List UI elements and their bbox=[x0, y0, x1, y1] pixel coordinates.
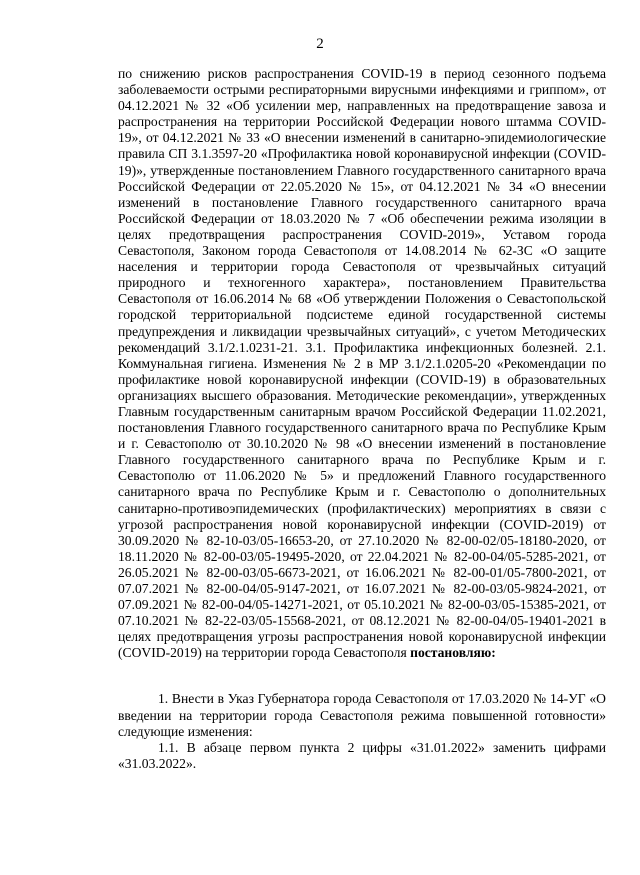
paragraph-gap bbox=[118, 661, 606, 691]
page-number: 2 bbox=[316, 36, 324, 52]
document-body bbox=[118, 66, 606, 772]
item-1-1: 1.1. В абзаце первом пункта 2 цифры «31.01.2022» заменить цифрами «31.03.2022». bbox=[118, 739, 606, 771]
preamble-text: по снижению рисков распространения COVID-19 в период сезонного подъема заболеваемости острыми респираторными вирусными инфекциями и гриппом», от 04.12.2021 № 32 «Об усилении мер, направленных на предотвращение завоза и распространения на территории Российской Федерации нового штамма COVID-19», от 04.12.2021 № 33 «О внесении изменений в санитарно-эпидемиологические правила СП 3.1.3597-20 «Профилактика новой коронавирусной инфекции (COVID-19)», утвержденные постановлением Главного государственного санитарного врача Российской Федерации от 22.05.2020 № 15», от 04.12.2021 № 34 «О внесении изменений в постановление Главного государственного санитарного врача Российской Федерации от 18.03.2020 № 7 «Об обеспечении режима изоляции в целях предотвращения распространения COVID-2019», Уставом города Севастополя, Законом города Севастополя от 14.08.2014 № 62-ЗС «О защите населения и территории города Севастополя от чрезвычайных ситуаций природного и техногенного характера», постановлением Правительства Севастополя от 16.06.2014 № 68 «Об утверждении Положения о Севастопольской городской территориальной подсистеме единой государственной системы предупреждения и ликвидации чрезвычайных ситуаций», с учетом Методических рекомендаций 3.1/2.1.0231-21. 3.1. Профилактика инфекционных болезней. 2.1. Коммунальная гигиена. Изменения № 2 в МР 3.1/2.1.0205-20 «Рекомендации по профилактике новой коронавирусной инфекции (COVID-19) в образовательных организациях высшего образования. Методические рекомендации», утвержденных Главным государственным санитарным врачом Российской Федерации 11.02.2021, постановления Главного государственного санитарного врача по Республике Крым и г. Севастополю от 30.10.2020 № 98 «О внесении изменений в постановление Главного государственного санитарного врача по Республике Крым и г. Севастополю от 11.06.2020 № 5» и предложений Главного государственного санитарного врача по Республике Крым и г. Севастополю о дополнительных санитарно-противоэпидемических (профилактических) мероприятиях в связи с угрозой распространения новой коронавирусной инфекции (COVID-2019) от 30.09.2020 № 82-10-03/05-16653-20, от 27.10.2020 № 82-00-02/05-18180-2020, от 18.11.2020 № 82-00-03/05-19495-2020, от 22.04.2021 № 82-00-04/05-5285-2021, от 26.05.2021 № 82-00-03/05-6673-2021, от 16.06.2021 № 82-00-01/05-7800-2021, от 07.07.2021 № 82-00-04/05-9147-2021, от 16.07.2021 № 82-00-03/05-9824-2021, от 07.09.2021 № 82-00-04/05-14271-2021, от 05.10.2021 № 82-00-03/05-15385-2021, от 07.10.2021 № 82-22-03/05-15568-2021, от 08.12.2021 № 82-00-04/05-19401-2021 в целях предотвращения угрозы распространения новой коронавирусной инфекции (COVID-2019) на территории города Севастополя bbox=[118, 66, 606, 661]
preamble-paragraph bbox=[118, 66, 606, 661]
decree-word: постановляю: bbox=[410, 645, 496, 661]
item-1: 1. Внести в Указ Губернатора города Севастополя от 17.03.2020 № 14-УГ «О введении на территории города Севастополя режима повышенной готовности» следующие изменения: bbox=[118, 691, 606, 739]
